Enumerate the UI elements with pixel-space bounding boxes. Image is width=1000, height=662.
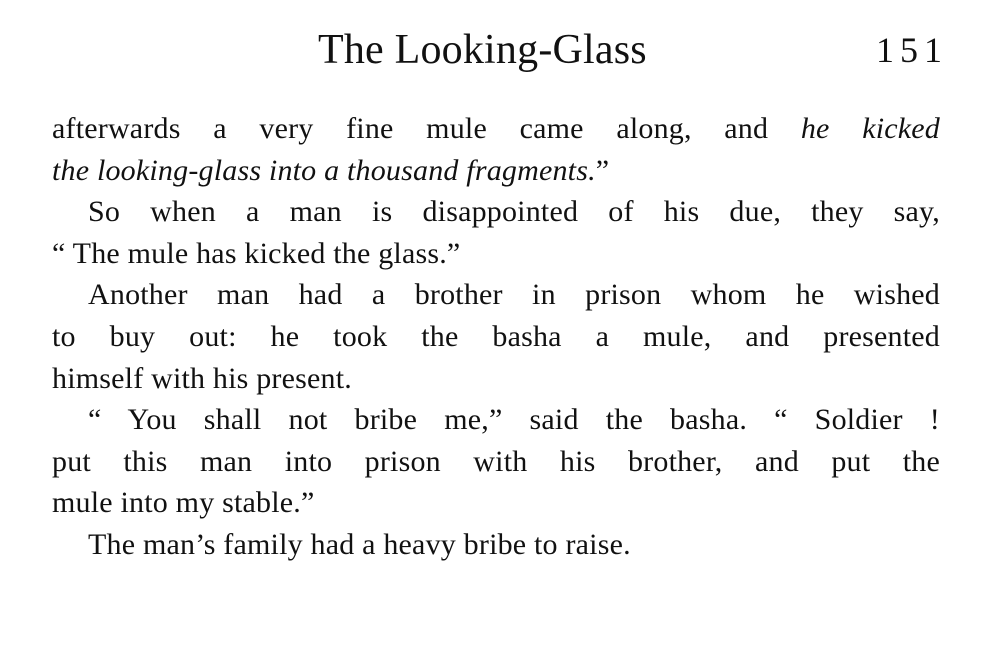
paragraph-first-line: Another man had a brother in prison whom he wished [88,278,940,312]
italic-text-segment: the looking-glass into a thousand fragments. [52,153,596,187]
paragraph-first-line: “ You shall not bribe me,” said the basha. “ Soldier ! [88,403,940,437]
text-line [52,108,940,150]
text-line: mule into my stable.” [52,486,315,520]
closing-quote: ” [595,153,610,187]
page-title: The Looking-Glass [318,27,647,73]
text-line: “ The mule has kicked the glass.” [52,236,461,270]
text-line [52,150,940,192]
text-line: put this man into prison with his brother, and put the [52,444,940,478]
body-text [52,108,940,566]
text-line: himself with his present. [52,361,352,395]
paragraph-first-line: The man’s family had a heavy bribe to raise. [88,527,631,561]
paragraph-first-line: So when a man is disappointed of his due, they say, [88,195,940,229]
page-number: 151 [876,30,948,70]
running-head [0,22,1000,78]
text-segment: afterwards a very fine mule came along, and [52,112,769,145]
text-line: to buy out: he took the basha a mule, and presented [52,319,940,353]
italic-text-segment: he kicked [800,112,941,145]
